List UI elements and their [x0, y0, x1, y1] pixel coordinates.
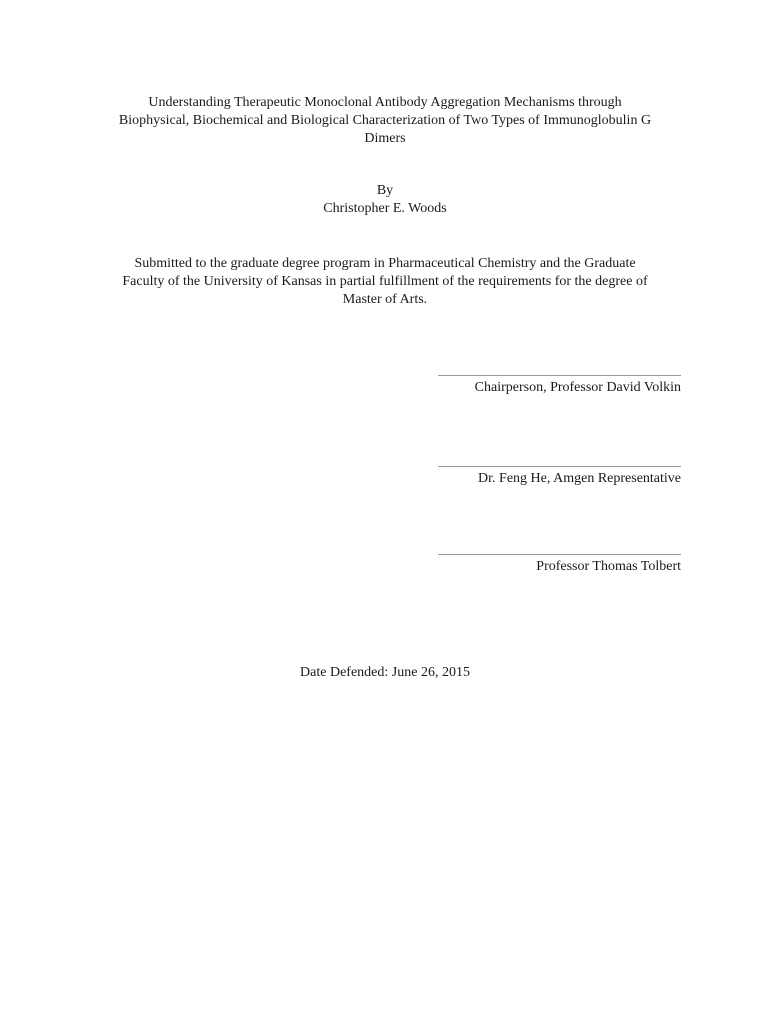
- signature-block-chair: [438, 375, 681, 397]
- signatory-name: Professor Thomas Tolbert: [536, 559, 681, 574]
- date-defended: Date Defended: June 26, 2015: [300, 665, 470, 680]
- thesis-title: [85, 94, 685, 148]
- submission-line-3: Master of Arts.: [342, 292, 428, 307]
- signature-block-member: [438, 554, 681, 576]
- thesis-title-line-1: Understanding Therapeutic Monoclonal Antibody Aggregation Mechanisms through: [148, 95, 622, 110]
- byline: [85, 182, 685, 218]
- signatory-name: Dr. Feng He, Amgen Representative: [478, 471, 681, 486]
- signatory-name: Chairperson, Professor David Volkin: [474, 380, 681, 395]
- thesis-title-line-3: Dimers: [364, 131, 406, 146]
- submission-statement: [85, 255, 685, 309]
- thesis-title-line-2: Biophysical, Biochemical and Biological Characterization of Two Types of Immunoglobulin G: [118, 113, 652, 128]
- submission-line-1: Submitted to the graduate degree program in Pharmaceutical Chemistry and the Graduate: [134, 256, 636, 271]
- signature-block-representative: [438, 466, 681, 488]
- signature-line: [438, 375, 681, 376]
- author-name: Christopher E. Woods: [323, 201, 447, 216]
- submission-line-2: Faculty of the University of Kansas in partial fulfillment of the requirements for the degree of: [122, 274, 648, 289]
- signature-line: [438, 554, 681, 555]
- by-label: By: [376, 183, 394, 198]
- signature-line: [438, 466, 681, 467]
